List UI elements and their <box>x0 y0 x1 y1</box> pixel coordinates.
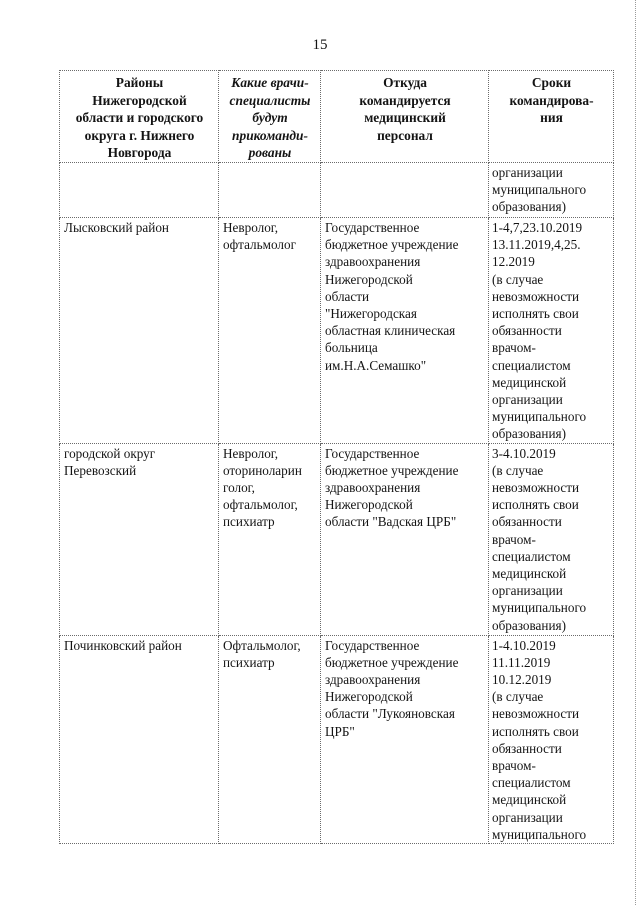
scan-edge-line <box>635 0 637 905</box>
deployment-schedule-table <box>59 70 614 844</box>
specialists-cell: Офтальмолог, психиатр <box>219 635 321 843</box>
district-cell <box>60 162 219 217</box>
dates-cell: 1-4,7,23.10.2019 13.11.2019,4,25. 12.2019 (в случае невозможности исполнять свои обязанности врачом- специалистом медицинской организации муниципального образования) <box>489 217 614 443</box>
header-dates: Сроки командирова- ния <box>489 71 614 163</box>
specialists-cell <box>219 162 321 217</box>
source-cell: Государственное бюджетное учреждение здравоохранения Нижегородской области "Лукояновская ЦРБ" <box>321 635 489 843</box>
specialists-cell: Невролог, офтальмолог <box>219 217 321 443</box>
header-source: Откуда командируется медицинский персонал <box>321 71 489 163</box>
header-specialists: Какие врачи- специалисты будут прикоманди- рованы <box>219 71 321 163</box>
table-row <box>60 443 614 635</box>
dates-cell: организации муниципального образования) <box>489 162 614 217</box>
district-cell: городской округ Перевозский <box>60 443 219 635</box>
dates-cell: 1-4.10.2019 11.11.2019 10.12.2019 (в случае невозможности исполнять свои обязанности врачом- специалистом медицинской организации муниципального <box>489 635 614 843</box>
specialists-cell: Невролог, оториноларин голог, офтальмолог, психиатр <box>219 443 321 635</box>
district-cell: Лысковский район <box>60 217 219 443</box>
source-cell: Государственное бюджетное учреждение здравоохранения Нижегородской области "Нижегородская областная клиническая больница им.Н.А.Семашко" <box>321 217 489 443</box>
table-row <box>60 217 614 443</box>
table-row <box>60 162 614 217</box>
source-cell <box>321 162 489 217</box>
district-cell: Починковский район <box>60 635 219 843</box>
dates-cell: 3-4.10.2019 (в случае невозможности исполнять свои обязанности врачом- специалистом медицинской организации муниципального образования) <box>489 443 614 635</box>
table-header-row <box>60 71 614 163</box>
table-row <box>60 635 614 843</box>
page-number: 15 <box>312 37 328 53</box>
source-cell: Государственное бюджетное учреждение здравоохранения Нижегородской области "Вадская ЦРБ" <box>321 443 489 635</box>
header-districts: Районы Нижегородской области и городского округа г. Нижнего Новгорода <box>60 71 219 163</box>
